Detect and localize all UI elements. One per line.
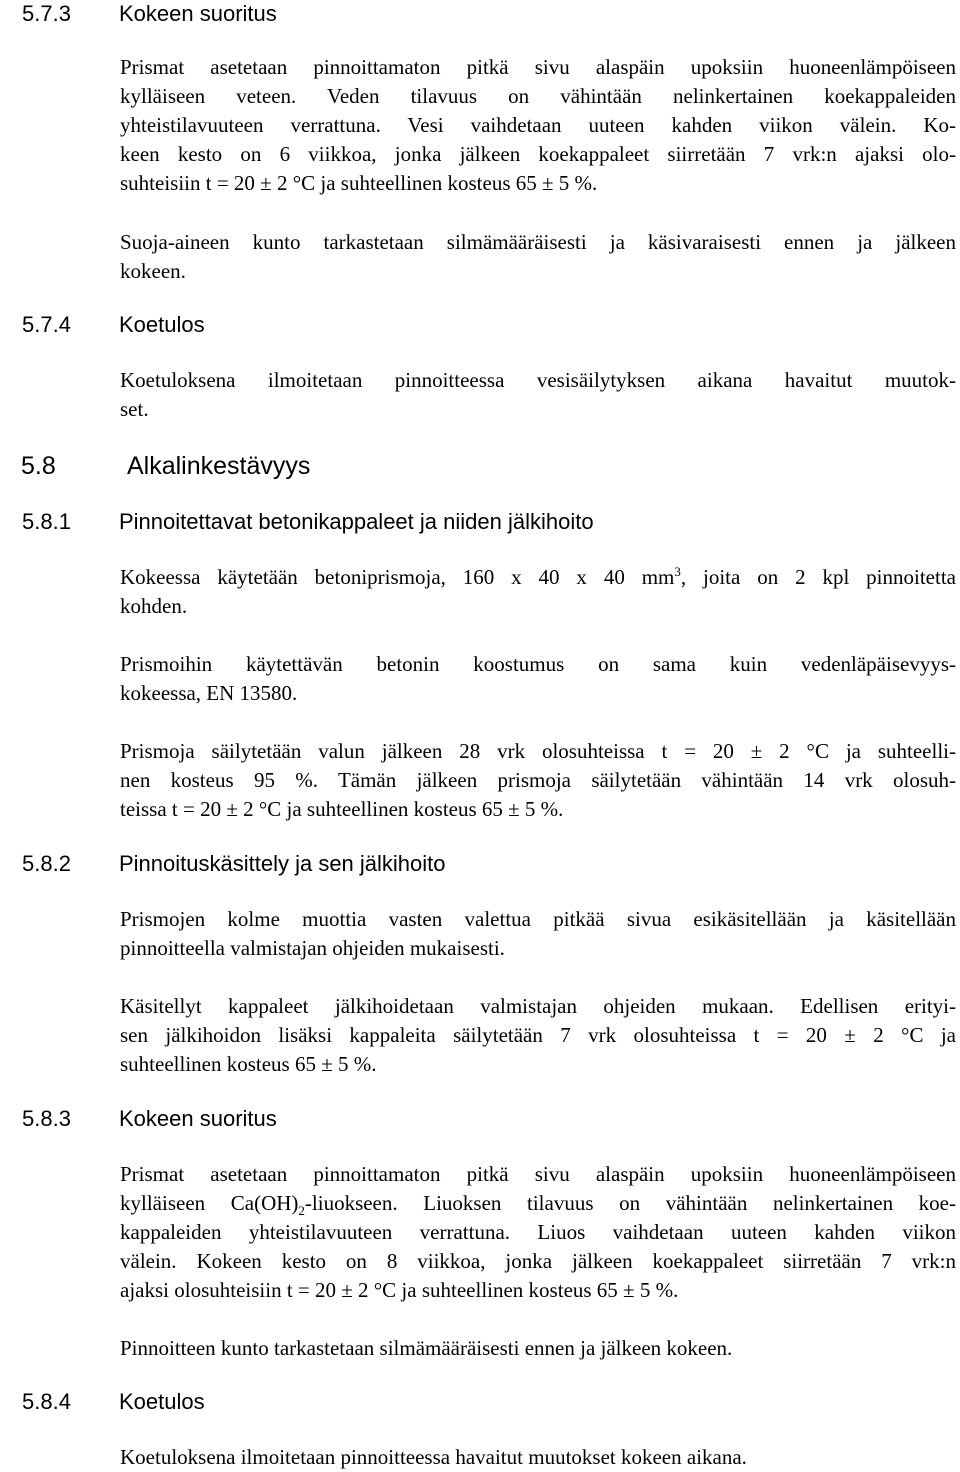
text-line: kokeessa, EN 13580. bbox=[120, 681, 298, 705]
section-number: 5.8 bbox=[21, 452, 56, 480]
text-line: Koetuloksena ilmoitetaan pinnoitteessa havaitut muutokset kokeen aikana. bbox=[120, 1445, 747, 1469]
section-title: Pinnoituskäsittely ja sen jälkihoito bbox=[119, 851, 446, 876]
text-line: nen kosteus 95 %. Tämän jälkeen prismoja säilytetään vähintään 14 vrk olosuh- bbox=[120, 768, 956, 792]
superscript: 3 bbox=[674, 564, 681, 579]
text-line: set. bbox=[120, 397, 149, 421]
text-line: kappaleiden yhteistilavuuteen verrattuna. Liuos vaihdetaan uuteen kahden viikon bbox=[120, 1220, 956, 1244]
section-title: Kokeen suoritus bbox=[119, 1, 277, 26]
text-line bbox=[120, 563, 956, 592]
section-title: Koetulos bbox=[119, 312, 205, 337]
text-line: Pinnoitteen kunto tarkastetaan silmämääräisesti ennen ja jälkeen kokeen. bbox=[120, 1336, 733, 1360]
section-number: 5.7.4 bbox=[22, 312, 71, 337]
text-line: suhteellinen kosteus 65 ± 5 %. bbox=[120, 1052, 377, 1076]
text-line: pinnoitteella valmistajan ohjeiden mukaisesti. bbox=[120, 936, 505, 960]
text-line: välein. Kokeen kesto on 8 viikkoa, jonka jälkeen koekappaleet siirretään 7 vrk:n bbox=[120, 1249, 956, 1273]
text-span: Kokeessa käytetään betoniprismoja, 160 x 40 x 40 mm bbox=[120, 565, 675, 589]
text-line: Prismoihin käytettävän betonin koostumus on sama kuin vedenläpäisevyys- bbox=[120, 652, 956, 676]
text-line: ajaksi olosuhteisiin t = 20 ± 2 °C ja suhteellinen kosteus 65 ± 5 %. bbox=[120, 1278, 679, 1302]
text-line: Prismat asetetaan pinnoittamaton pitkä sivu alaspäin upoksiin huoneenlämpöiseen bbox=[120, 55, 956, 79]
text-line bbox=[120, 1189, 956, 1218]
paragraph bbox=[120, 1334, 956, 1363]
text-line: keen kesto on 6 viikkoa, jonka jälkeen koekappaleet siirretään 7 vrk:n ajaksi olo- bbox=[120, 142, 956, 166]
text-line: sen jälkihoidon lisäksi kappaleita säilytetään 7 vrk olosuhteissa t = 20 ± 2 °C ja bbox=[120, 1023, 956, 1047]
paragraph bbox=[120, 1160, 956, 1305]
paragraph bbox=[120, 737, 956, 824]
section-title: Pinnoitettavat betonikappaleet ja niiden jälkihoito bbox=[119, 509, 594, 534]
text-line: teissa t = 20 ± 2 °C ja suhteellinen kosteus 65 ± 5 %. bbox=[120, 797, 564, 821]
text-span: , joita on 2 kpl pinnoitetta bbox=[680, 565, 956, 589]
text-line: kylläiseen veteen. Veden tilavuus on vähintään nelinkertainen koekappaleiden bbox=[120, 84, 956, 108]
paragraph bbox=[120, 53, 956, 198]
paragraph bbox=[120, 992, 956, 1079]
section-number: 5.8.2 bbox=[22, 851, 71, 876]
paragraph bbox=[120, 563, 956, 621]
paragraph bbox=[120, 1443, 956, 1472]
text-line: yhteistilavuuteen verrattuna. Vesi vaihdetaan uuteen kahden viikon välein. Ko- bbox=[120, 113, 956, 137]
text-span: kylläiseen Ca(OH) bbox=[120, 1191, 299, 1215]
text-line: suhteisiin t = 20 ± 2 °C ja suhteellinen kosteus 65 ± 5 %. bbox=[120, 171, 598, 195]
section-number: 5.8.3 bbox=[22, 1106, 71, 1131]
paragraph bbox=[120, 228, 956, 286]
subscript: 2 bbox=[298, 1203, 305, 1219]
text-line: Käsitellyt kappaleet jälkihoidetaan valmistajan ohjeiden mukaan. Edellisen erityi- bbox=[120, 994, 956, 1018]
text-line: Suoja-aineen kunto tarkastetaan silmämääräisesti ja käsivaraisesti ennen ja jälkeen bbox=[120, 230, 956, 254]
text-line: Koetuloksena ilmoitetaan pinnoitteessa vesisäilytyksen aikana havaitut muutok- bbox=[120, 368, 956, 392]
text-line: Prismat asetetaan pinnoittamaton pitkä sivu alaspäin upoksiin huoneenlämpöiseen bbox=[120, 1162, 956, 1186]
section-number: 5.8.4 bbox=[22, 1389, 71, 1414]
text-line: kokeen. bbox=[120, 259, 186, 283]
section-title: Koetulos bbox=[119, 1389, 205, 1414]
section-number: 5.7.3 bbox=[22, 1, 71, 26]
section-title: Alkalinkestävyys bbox=[127, 452, 311, 480]
text-line: Prismoja säilytetään valun jälkeen 28 vrk olosuhteissa t = 20 ± 2 °C ja suhteelli- bbox=[120, 739, 956, 763]
paragraph bbox=[120, 366, 956, 424]
section-number: 5.8.1 bbox=[22, 509, 71, 534]
section-title: Kokeen suoritus bbox=[119, 1106, 277, 1131]
paragraph bbox=[120, 650, 956, 708]
text-span: -liuokseen. Liuoksen tilavuus on vähintään nelinkertainen koe- bbox=[304, 1191, 956, 1215]
text-line: Prismojen kolme muottia vasten valettua pitkää sivua esikäsitellään ja käsitellään bbox=[120, 907, 956, 931]
text-line: kohden. bbox=[120, 594, 188, 618]
paragraph bbox=[120, 905, 956, 963]
